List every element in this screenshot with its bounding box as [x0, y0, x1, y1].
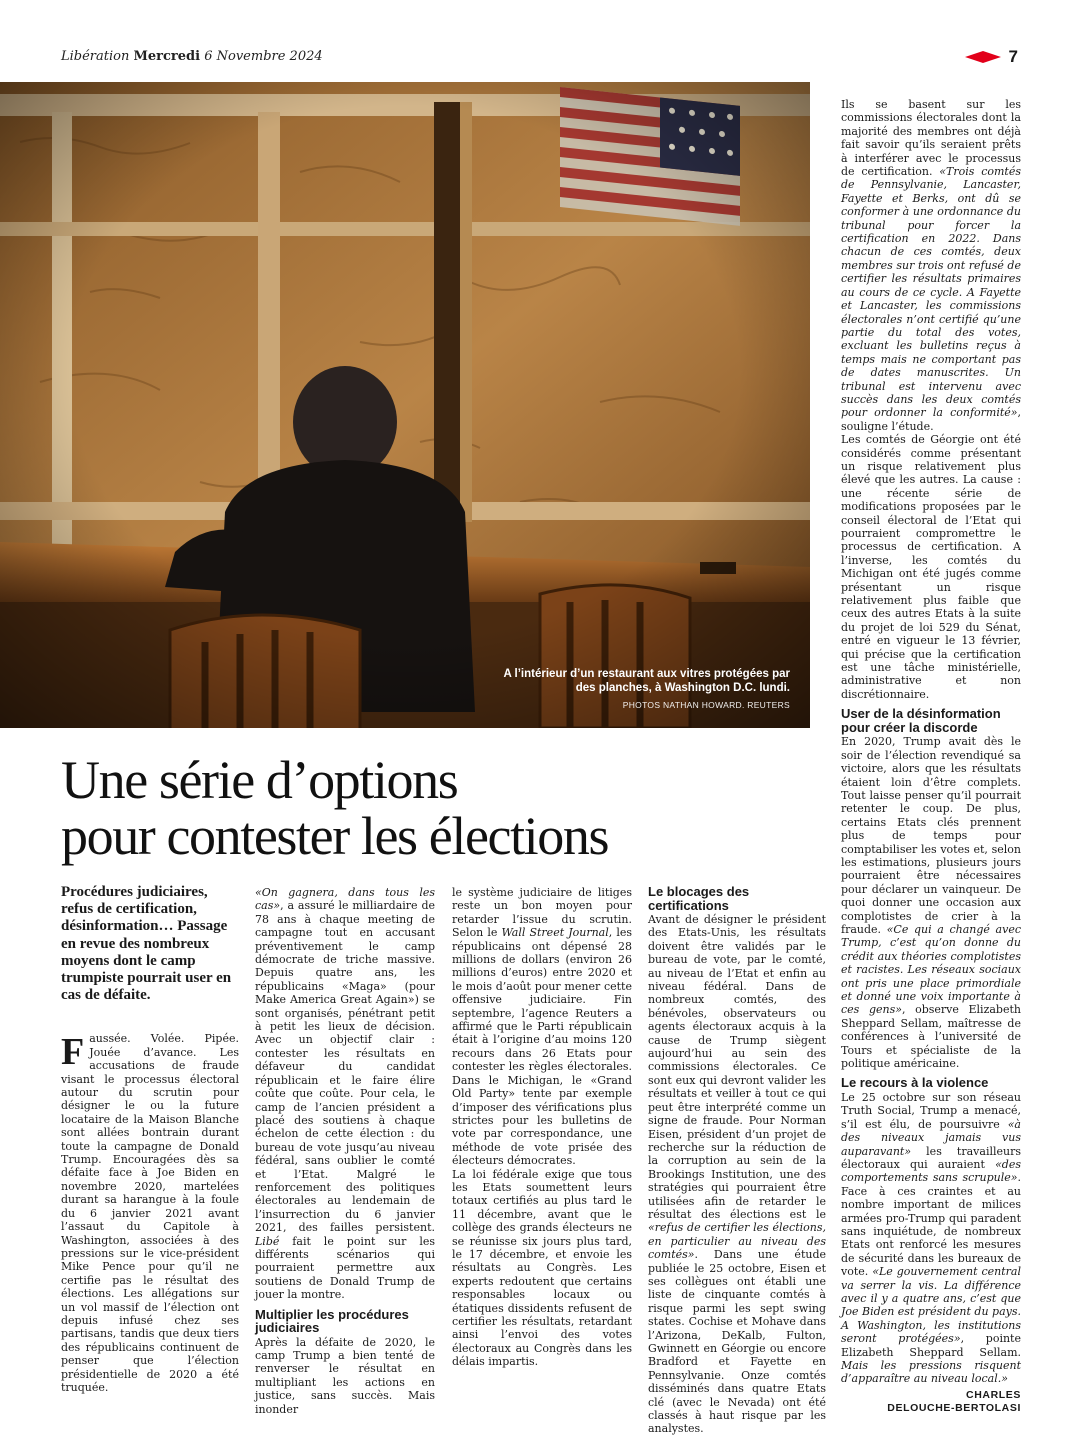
header-day: Mercredi — [133, 49, 201, 64]
subheading-disinformation: User de la désinformation pour créer la discorde — [841, 706, 1001, 735]
subheading-certifications: Le blocages des certifications — [648, 884, 750, 913]
article-column-3 — [452, 886, 632, 1369]
study-quote: «Trois comtés de Pennsylvanie, Lancaster, Fayette et Berks, ont dû se conformer à une ordonnance du tribunal pour forcer la certification en 2022. Dans chacun de ces comtés, deux membres sur trois ont refusé de certifier les résultats primaires au cours de ce cycle. A Fayette et Lancaster, les commissions électorales n’ont certifié qu’une partie du total des votes, excluant les bulletins reçus à temps mais ne comportant pas de dates manuscrites. Un tribunal est intervenu avec succès dans les deux comtés pour ordonner la conformité» — [841, 165, 1021, 420]
column-2-text-2: fait le point sur les différents scénarios qui pourraient permettre aux soutiens de Donald Trump de jouer la montre. — [255, 1234, 435, 1302]
column-5-text-6: Le 25 octobre sur son réseau Truth Social, Trump a menacé, s’il est élu, de poursuivre — [841, 1090, 1021, 1131]
sellam-quote-3: Mais les pressions risquent d’apparaître au niveau local.» — [841, 1359, 1021, 1386]
drop-cap: F — [61, 1031, 85, 1074]
truth-social-quote-2: «des comportements sans scrupule» — [841, 1157, 1021, 1185]
sellam-quote-1: «Ce qui a changé avec Trump, c’est qu’on donne du crédit aux théories complotistes et racistes. Les réseaux sociaux ont pris une place primordiale et donné une voix importante à ces gens» — [841, 922, 1021, 1017]
headline-line-2: pour contester les élections — [61, 806, 609, 866]
column-3-text-2: , les républicains ont dépensé 28 millions de dollars (environ 26 millions d’euros) entre 2020 et le mois d’août pour mener cette offensive judiciaire. Fin septembre, l’agence Reuters a affirmé que le Parti républicain était à l’origine d’au moins 120 recours dans 26 Etats pour contester les règles électorales. Dans le Michigan, le «Grand Old Party» tente par exemple d’imposer des vérifications plus strictes pour les bulletins de vote par correspondance, une méthode de vote prisée des électeurs démocrates. — [452, 926, 632, 1168]
page-header-left — [61, 49, 323, 64]
column-2-paragraph-2: Après la défaite de 2020, le camp Trump a bien tenté de renverser le résultat en multipliant les actions en justice, sans succès. Mais inonder — [255, 1335, 435, 1416]
column-4-text-2: . Dans une étude publiée le 25 octobre, Eisen et ses collègues ont établi une liste de cinquante comtés à risque parmi les sept swing states. Cochise et Mohave dans l’Arizona, DeKalb, Fulton, Gwinnett en Géorgie ou encore Bradford et Fayette en Pennsylvanie. Onze comtés disséminés dans quatre Etats clé (avec le Nevada) ont été classés à haut risque par les analystes. — [648, 1248, 826, 1436]
column-5-text-9: , pointe Elizabeth Sheppard Sellam. — [841, 1332, 1021, 1359]
libe-name: Libé — [255, 1234, 280, 1248]
headline-line-1: Une série d’options — [61, 750, 458, 810]
column-3-paragraph-1 — [452, 886, 632, 1168]
column-5-text-1: Ils se basent sur les commissions électorales dont la majorité des membres ont déjà fait savoir qu’ils seraient prêts à interférer avec le processus de certification. — [841, 98, 1021, 179]
column-1-paragraph — [61, 1032, 239, 1394]
column-2-paragraph-1 — [255, 886, 435, 1302]
article-headline — [61, 752, 821, 864]
column-5-text-7: les travailleurs électoraux qui auraient — [841, 1144, 1021, 1171]
page-number: 7 — [1008, 47, 1018, 66]
sellam-quote-2: «Le gouvernement central va serrer la vis. La différence avec il y a quatre ans, c’est que Joe Biden est président du pays. A Washington, les institutions seront protégées» — [841, 1265, 1021, 1346]
column-5-paragraph-1 — [841, 98, 1021, 433]
column-4-paragraph — [648, 913, 826, 1436]
column-5-paragraph-3 — [841, 735, 1021, 1070]
column-5-text-2: , souligne l’étude. — [841, 406, 1021, 433]
column-3-paragraph-2: La loi fédérale exige que tous les Etats soumettent leurs totaux certifiés au plus tard le 11 décembre, avant que le collège des grands électeurs ne se réunisse six jours plus tard, le 17 décembre, et envoie les résultats au Congrès. Les experts redoutent que certains responsables locaux ou étatiques dissidents refusent de certifier les résultats, retardant ainsi l’envoi des votes électoraux au Congrès dans les délais impartis. — [452, 1167, 632, 1369]
photo-caption: A l’intérieur d’un restaurant aux vitres protégées par des planches, à Washington D.C. lundi. — [503, 667, 790, 694]
column-4-text-1: Avant de désigner le président des Etats-Unis, les résultats doivent être validés par le bureau de vote, par le comté, au niveau de l’Etat et enfin au niveau fédéral. Dans de nombreux comtés, des bénévoles, observateurs ou agents électoraux acquis à la cause de Trump siègent aujourd’hui au sein des commissions électorales. Ce sont eux qui devront valider les résultats et veiller à tout ce qui peut être interprété comme un signe de fraude. Pour Norman Eisen, président d’un projet de recherche sur la réduction de la corruption au sein de la Brookings Institution, une des stratégies qui pourraient être utilisées afin de retarder le résultat des élections est le — [648, 913, 826, 1221]
lead-photo — [0, 82, 810, 728]
eisen-quote: «refus de certifier les élections, en particulier au niveau des comtés» — [648, 1221, 826, 1262]
restaurant-photo-illustration — [0, 82, 810, 728]
page-header-right — [965, 47, 1018, 67]
article-column-5 — [841, 98, 1021, 1415]
article-column-2 — [255, 886, 435, 1416]
column-3-text-1: le système judiciaire de litiges reste un bon moyen pour retarder l’issue du scrutin. Selon le — [452, 886, 632, 940]
article-standfirst: Procédures judiciaires, refus de certification, désinformation… Passage en revue des nombreux moyens dont le camp trumpiste pourrait user en cas de défaite. — [61, 884, 232, 1004]
column-5-paragraph-4 — [841, 1091, 1021, 1386]
subheading-procedures: Multiplier les procédures judiciaires — [255, 1306, 409, 1336]
liberation-logo-icon — [965, 51, 1001, 63]
photo-caption-block — [490, 667, 790, 713]
column-5-paragraph-2: Les comtés de Géorgie ont été considérés comme présentant un risque relativement plus élevé que les autres. La cause : une récente série de modifications proposées par le conseil électoral de l’Etat qui pourraient compromettre le processus de certification. A l’inverse, les comtés du Michigan ont été jugés comme présentant un risque relativement plus faible que ceux des autres Etats à la suite du projet de loi 529 du Sénat, entré en vigueur le 13 février, qui précise que la certification est une tâche ministérielle, administrative et non discrétionnaire. — [841, 433, 1021, 701]
photo-credit: PHOTOS NATHAN HOWARD. REUTERS — [622, 699, 790, 710]
column-2-text-1: , a assuré le milliardaire de 78 ans à chaque meeting de campagne tout en accusant préventivement le camp démocrate de triche massive. Depuis quatre ans, les républicains «Maga» (pour Make America Great Again») se sont organisés, pénétrant petit à petit les lieux de décision. Avec un objectif clair : contester les résultats en défaveur du candidat républicain et le faire élire coûte que coûte. Pour cela, le camp de l’ancien président a placé des soutiens à chaque échelon de cette élection : du bureau de vote jusqu’au niveau fédéral, sans oublier le comté et l’Etat. Malgré le renforcement des politiques électorales au lendemain de l’insurrection du 6 janvier 2021, des failles persistent. — [255, 899, 435, 1235]
article-column-1 — [61, 884, 239, 1394]
author-last-name: DELOUCHE-BERTOLASI — [887, 1401, 1021, 1414]
wsj-source: Wall Street Journal — [501, 926, 609, 940]
column-5-text-8: . Face à ces craintes et au nombre important de milices armées pro-Trump qui paradent sans inquiétude, de nombreux Etats ont renforcé les mesures de sécurité dans les bureaux de vote. — [841, 1171, 1021, 1279]
column-5-text-5: , observe Elizabeth Sheppard Sellam, maîtresse de conférences à l’université de Tours et spécialiste de la politique américaine. — [841, 1003, 1021, 1071]
subheading-violence: Le recours à la violence — [841, 1075, 989, 1091]
header-date: 6 Novembre 2024 — [204, 49, 323, 64]
author-first-name: CHARLES — [966, 1388, 1021, 1401]
publication-name: Libération — [61, 49, 130, 64]
column-1-text: aussée. Volée. Pipée. Jouée d’avance. Les accusations de fraude visant le processus électoral autour du scrutin pour désigner le ou la future locataire de la Maison Blanche sont allées bontrain durant toute la campagne de Donald Trump. Encouragées dès sa défaite face à Joe Biden en novembre 2020, martelées durant sa harangue à la foule du 6 janvier 2021 avant l’assaut du Capitole à Washington, associées à des pressions sur le vice-président Mike Pence pour qu’il ne certifie pas le résultat des élections. Les allégations sur un vol massif de l’élection ont depuis infusé chez ses partisans, tandis que deux tiers des républicains continuent de penser que l’élection présidentielle de 2020 a été truquée. — [61, 1032, 239, 1394]
author-byline — [841, 1389, 1021, 1415]
column-5-text-4: En 2020, Trump avait dès le soir de l’élection revendiqué sa victoire, alors que les résultats étaient loin d’être complets. Tout laisse penser qu’il pourrait retenter le coup. De plus, certains Etats clés prennent plus de temps pour comptabiliser les votes et, selon les estimations, plusieurs jours pourraient être nécessaires pour déclarer un vainqueur. De quoi donner une occasion aux complotistes de crier à la fraude. — [841, 735, 1021, 936]
article-column-4 — [648, 885, 826, 1436]
truth-social-quote-1: «à des niveaux jamais vus auparavant» — [841, 1117, 1021, 1158]
trump-quote: «On gagnera, dans tous les cas» — [255, 886, 435, 913]
